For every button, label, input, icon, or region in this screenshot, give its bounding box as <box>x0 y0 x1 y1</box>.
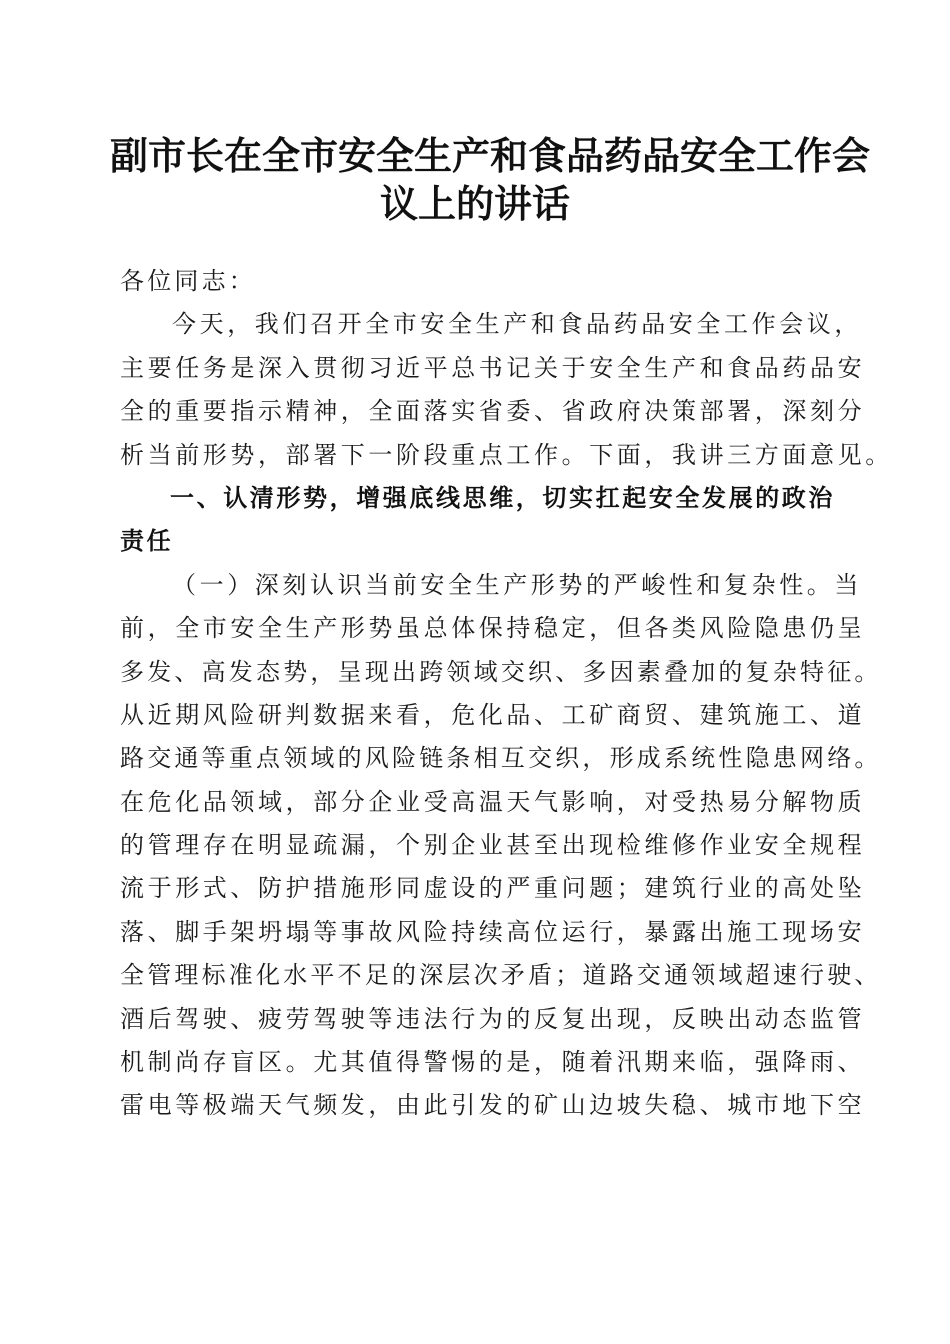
body-line: 在危化品领域，部分企业受高温天气影响，对受热易分解物质 <box>120 787 866 816</box>
title-line: 副市长在全市安全生产和食品药品安全工作会 <box>110 133 871 178</box>
body-line: 路交通等重点领域的风险链条相互交织，形成系统性隐患网络。 <box>120 744 882 773</box>
section-heading: 责任 <box>120 527 174 556</box>
body-line: 雷电等极端天气频发，由此引发的矿山边坡失稳、城市地下空 <box>120 1091 866 1120</box>
intro-line: 析当前形势，部署下一阶段重点工作。下面，我讲三方面意见。 <box>120 440 893 469</box>
body-line: 机制尚存盲区。尤其值得警惕的是，随着汛期来临，强降雨、 <box>120 1048 866 1077</box>
body-line: 从近期风险研判数据来看，危化品、工矿商贸、建筑施工、道 <box>120 700 866 729</box>
body-line: 的管理存在明显疏漏，个别企业甚至出现检维修作业安全规程 <box>120 831 866 860</box>
intro-line: 主要任务是深入贯彻习近平总书记关于安全生产和食品药品安 <box>120 353 866 382</box>
section-heading: 一、认清形势，增强底线思维，切实扛起安全发展的政治 <box>170 483 835 512</box>
body-line: （一）深刻认识当前安全生产形势的严峻性和复杂性。当 <box>172 570 862 599</box>
intro-line: 今天，我们召开全市安全生产和食品药品安全工作会议， <box>172 310 862 339</box>
salutation: 各位同志： <box>120 267 256 295</box>
intro-line: 全的重要指示精神，全面落实省委、省政府决策部署，深刻分 <box>120 397 866 426</box>
document-body <box>120 260 893 1128</box>
title-line: 议上的讲话 <box>379 181 570 226</box>
body-line: 酒后驾驶、疲劳驾驶等违法行为的反复出现，反映出动态监管 <box>120 1004 866 1033</box>
document-title <box>110 132 871 228</box>
body-line: 流于形式、防护措施形同虚设的严重问题；建筑行业的高处坠 <box>120 874 866 903</box>
body-line: 落、脚手架坍塌等事故风险持续高位运行，暴露出施工现场安 <box>120 917 866 946</box>
body-line: 前，全市安全生产形势虽总体保持稳定，但各类风险隐患仍呈 <box>120 614 866 643</box>
body-line: 全管理标准化水平不足的深层次矛盾；道路交通领域超速行驶、 <box>120 961 882 990</box>
body-line: 多发、高发态势，呈现出跨领域交织、多因素叠加的复杂特征。 <box>120 657 882 686</box>
